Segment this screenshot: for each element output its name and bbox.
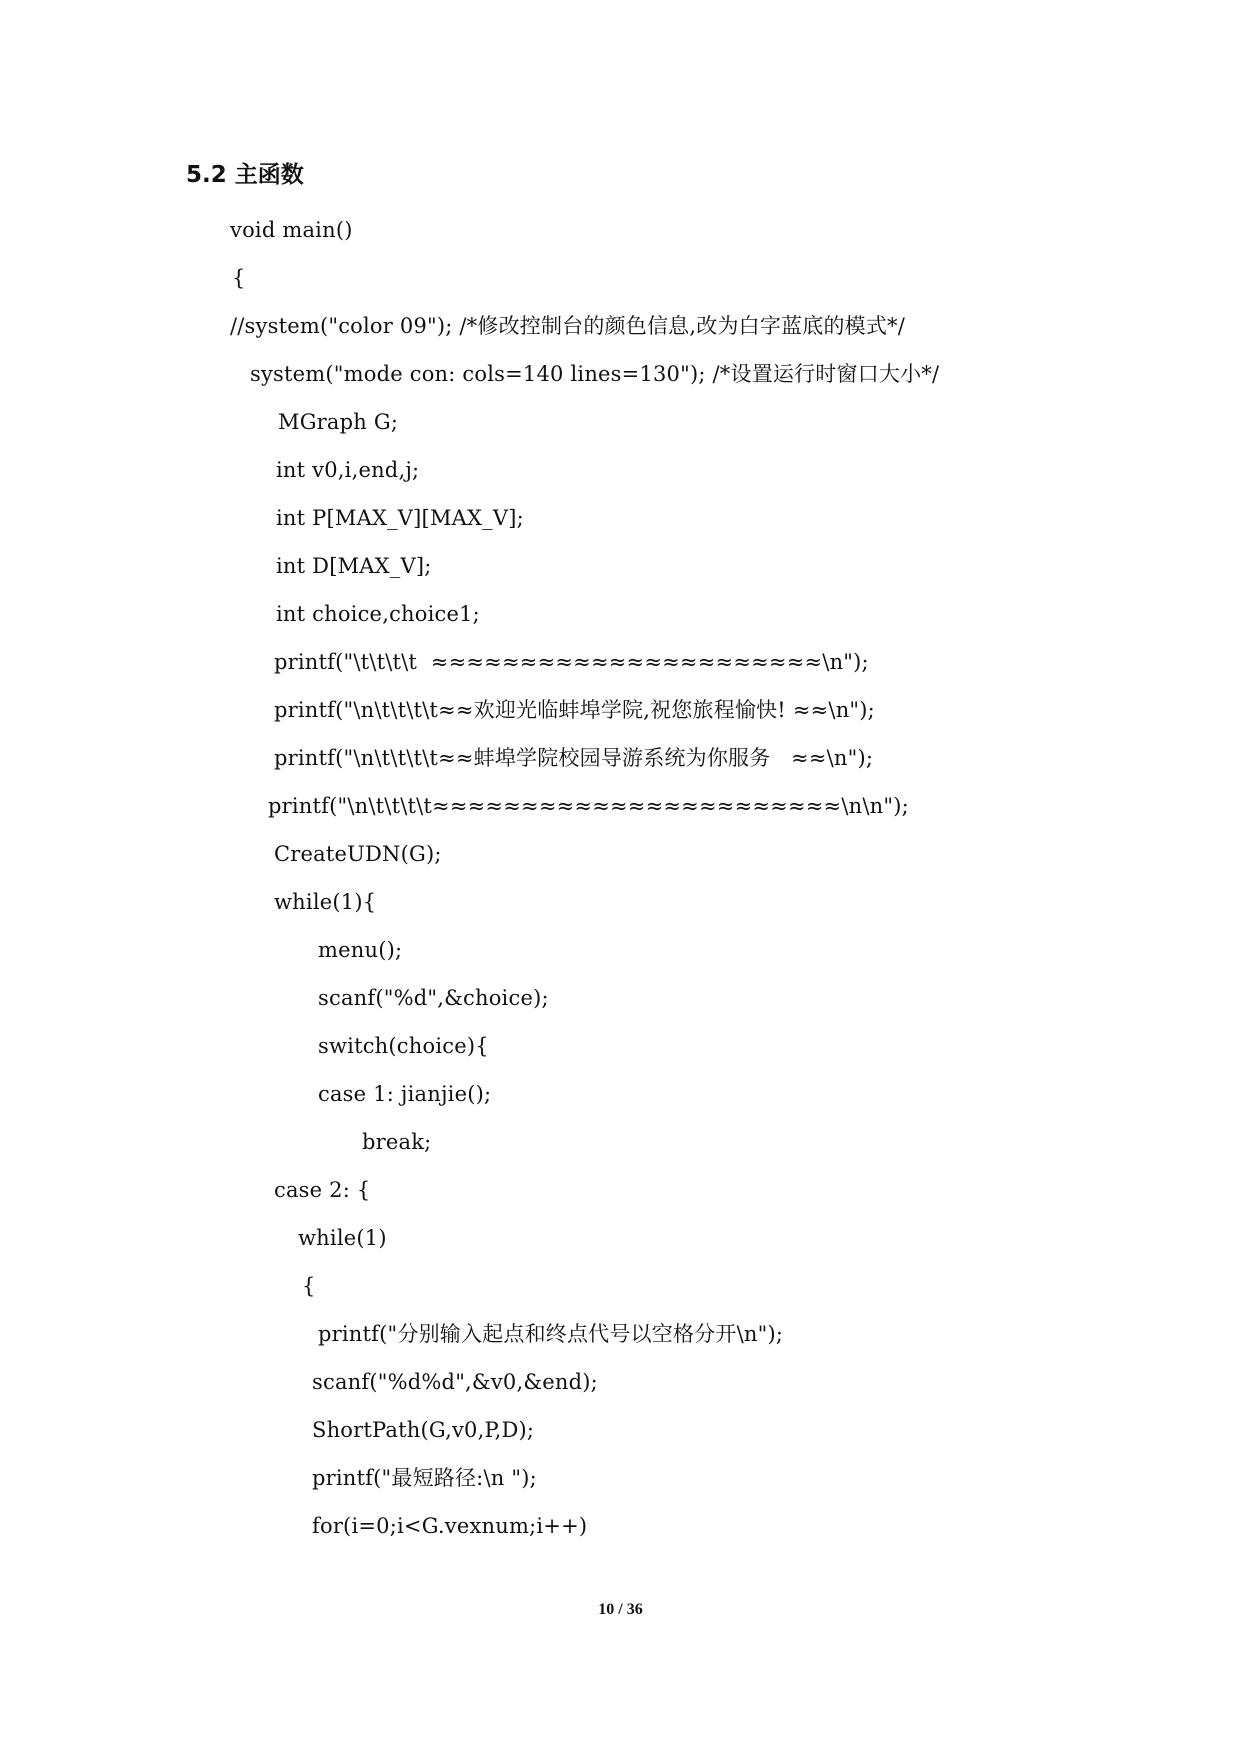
code-line: printf("\n\t\t\t\t≈≈蚌埠学院校园导游系统为你服务 ≈≈\n"); — [274, 746, 874, 770]
code-line: menu(); — [318, 938, 403, 962]
code-line: scanf("%d",&choice); — [318, 986, 549, 1010]
code-line: printf("\n\t\t\t\t≈≈欢迎光临蚌埠学院,祝您旅程愉快! ≈≈\n"); — [274, 698, 875, 722]
code-line: { — [232, 266, 246, 290]
code-line: case 1: jianjie(); — [318, 1082, 492, 1106]
code-line: switch(choice){ — [318, 1034, 489, 1058]
code-line: while(1){ — [274, 890, 377, 914]
code-line: int choice,choice1; — [276, 602, 480, 626]
code-line: break; — [362, 1130, 432, 1154]
code-line: scanf("%d%d",&v0,&end); — [312, 1370, 598, 1394]
code-line: MGraph G; — [278, 410, 399, 434]
code-line: system("mode con: cols=140 lines=130"); /*设置运行时窗口大小*/ — [250, 362, 940, 386]
code-line: printf("分别输入起点和终点代号以空格分开\n"); — [318, 1322, 784, 1346]
code-line: while(1) — [298, 1226, 387, 1250]
code-line: ShortPath(G,v0,P,D); — [312, 1418, 535, 1442]
code-line: int D[MAX_V]; — [276, 554, 432, 578]
code-line: case 2: { — [274, 1178, 371, 1202]
code-line: printf("\n\t\t\t\t≈≈≈≈≈≈≈≈≈≈≈≈≈≈≈≈≈≈≈≈≈≈≈\n\n"); — [268, 794, 909, 818]
code-line: //system("color 09"); /*修改控制台的颜色信息,改为白字蓝底的模式*/ — [230, 314, 906, 338]
page-number: 10 / 36 — [598, 1601, 643, 1618]
code-line: CreateUDN(G); — [274, 842, 442, 866]
code-line: { — [302, 1274, 316, 1298]
code-line: for(i=0;i<G.vexnum;i++) — [312, 1514, 588, 1538]
code-line: printf("最短路径:\n "); — [312, 1466, 537, 1490]
code-line: printf("\t\t\t\t ≈≈≈≈≈≈≈≈≈≈≈≈≈≈≈≈≈≈≈≈≈≈\n"); — [274, 650, 869, 674]
code-line: int v0,i,end,j; — [276, 458, 420, 482]
section-heading: 5.2 主函数 — [186, 162, 304, 188]
code-line: void main() — [230, 218, 353, 242]
code-line: int P[MAX_V][MAX_V]; — [276, 506, 524, 530]
